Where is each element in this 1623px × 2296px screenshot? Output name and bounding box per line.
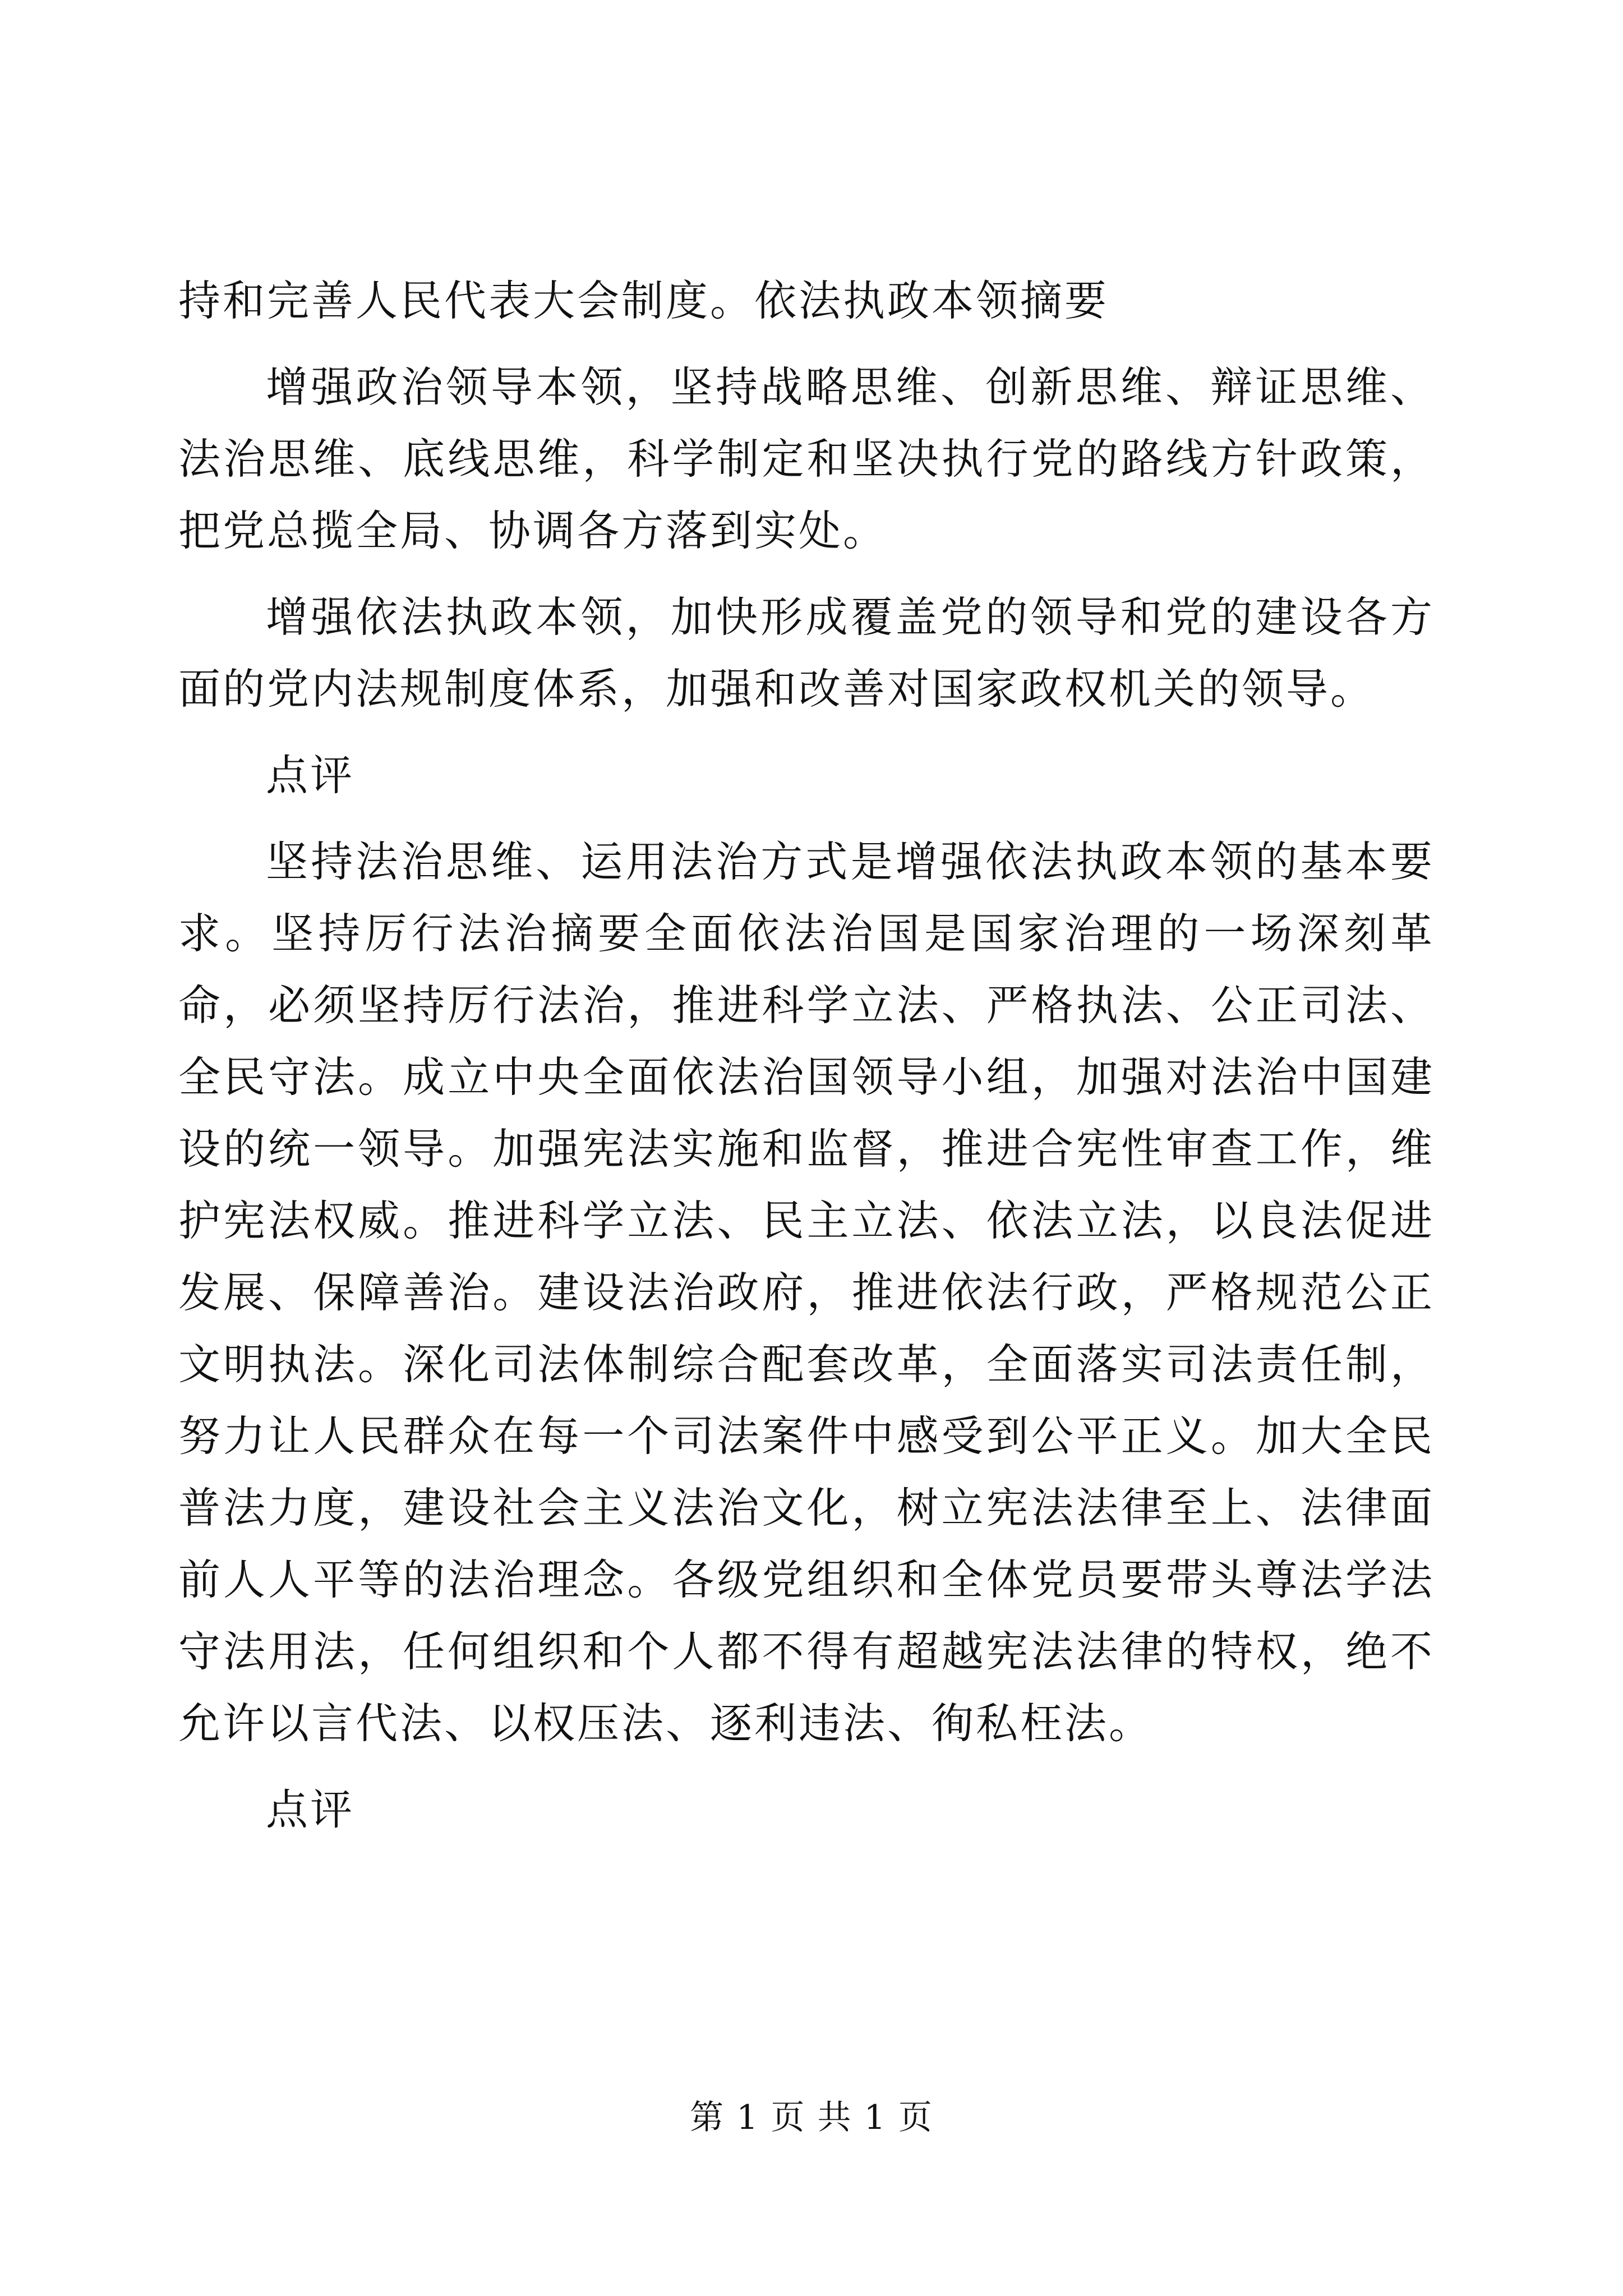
paragraph-law-based-governance: 增强依法执政本领，加快形成覆盖党的领导和党的建设各方面的党内法规制度体系，加强和改善对国家政权机关的领导。 [178, 592, 1435, 714]
document-body [178, 265, 1435, 1846]
paragraph-continuation: 持和完善人民代表大会制度。依法执政本领摘要 [178, 276, 1109, 325]
page-footer: 第 1 页 共 1 页 [690, 2098, 933, 2137]
section-label-commentary: 点评 [266, 751, 355, 800]
section-label-commentary-2: 点评 [266, 1785, 355, 1834]
paragraph-rule-of-law: 坚持法治思维、运用法治方式是增强依法执政本领的基本要求。坚持厉行法治摘要全面依法治国是国家治理的一场深刻革命，必须坚持厉行法治，推进科学立法、严格执法、公正司法、全民守法。成立中央全面依法治国领导小组，加强对法治中国建设的统一领导。加强宪法实施和监督，推进合宪性审查工作，维护宪法权威。推进科学立法、民主立法、依法立法，以良法促进发展、保障善治。建设法治政府，推进依法行政，严格规范公正文明执法。深化司法体制综合配套改革，全面落实司法责任制，努力让人民群众在每一个司法案件中感受到公平正义。加大全民普法力度，建设社会主义法治文化，树立宪法法律至上、法律面前人人平等的法治理念。各级党组织和全体党员要带头尊法学法守法用法，任何组织和个人都不得有超越宪法法律的特权，绝不允许以言代法、以权压法、逐利违法、徇私枉法。 [178, 837, 1435, 1748]
paragraph-political-leadership: 增强政治领导本领，坚持战略思维、创新思维、辩证思维、法治思维、底线思维，科学制定和坚决执行党的路线方针政策，把党总揽全局、协调各方落到实处。 [178, 362, 1435, 555]
